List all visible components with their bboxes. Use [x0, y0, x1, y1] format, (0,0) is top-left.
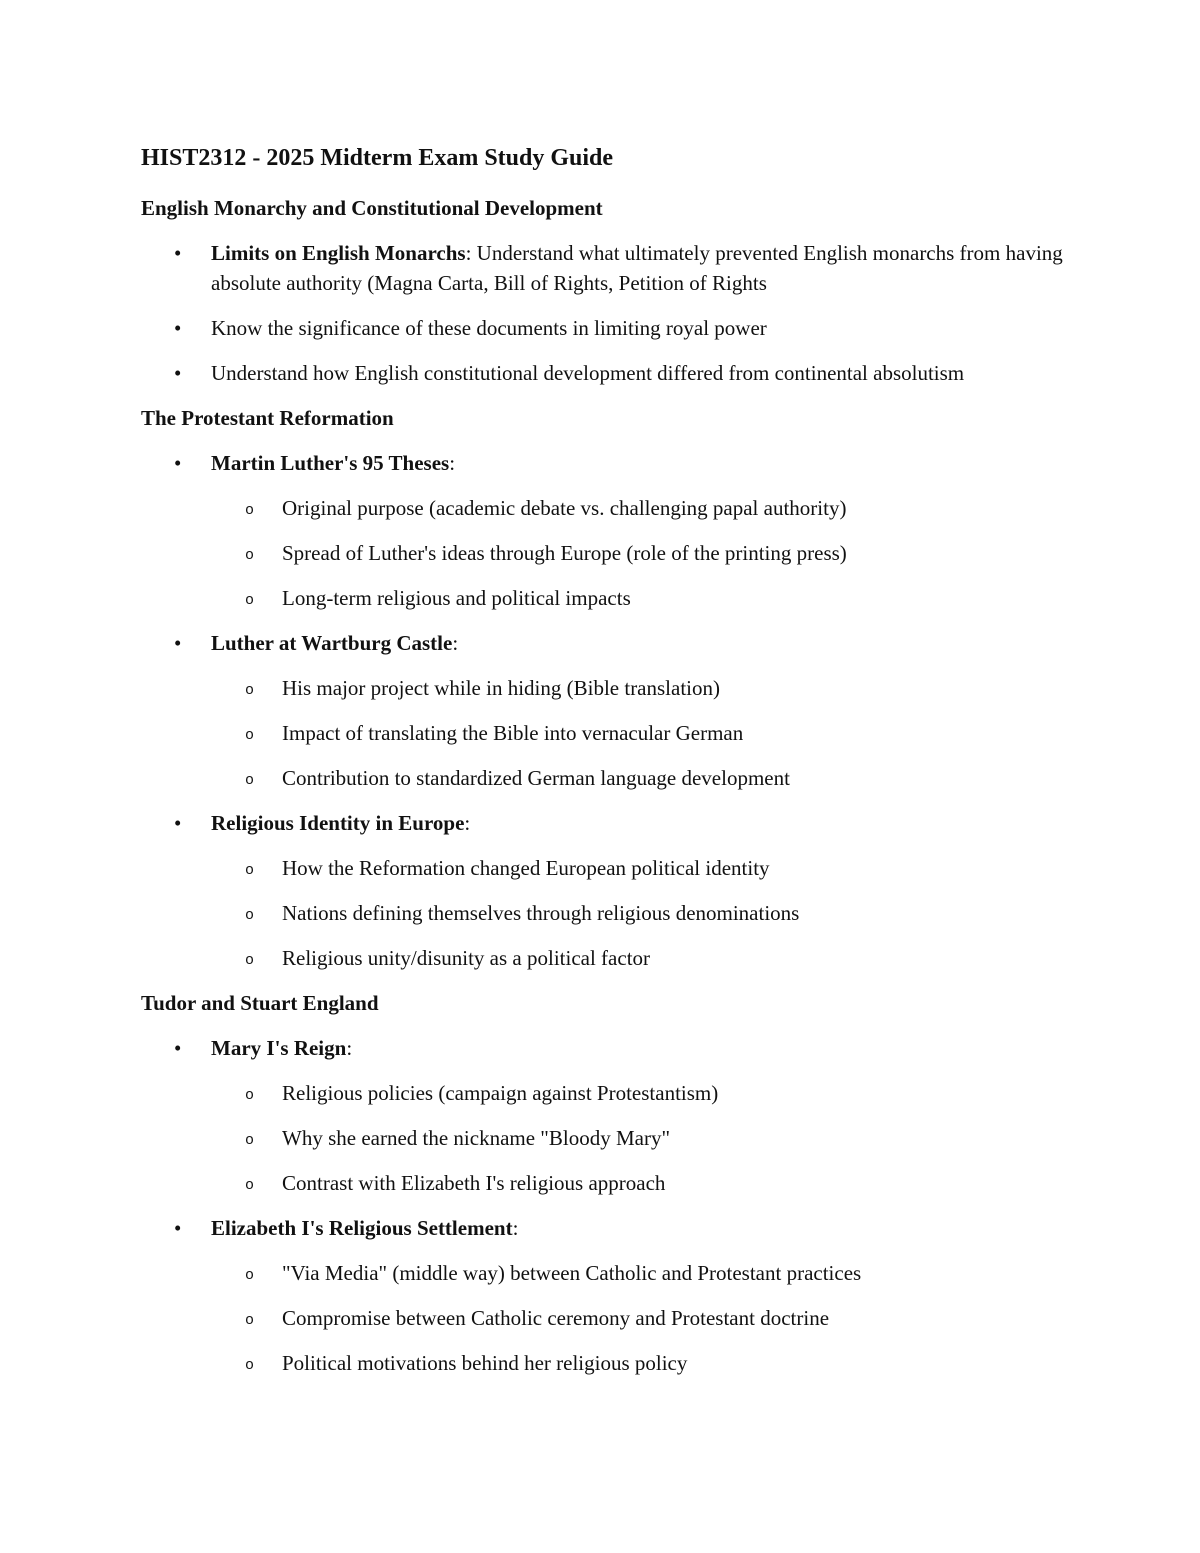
sub-list-item-text: Original purpose (academic debate vs. challenging papal authority)	[282, 496, 847, 520]
list-item-topic: Elizabeth I's Religious Settlement	[211, 1216, 513, 1240]
sub-list-item	[211, 1348, 1081, 1393]
sub-bullet-list	[211, 853, 1081, 988]
sub-bullet-list	[211, 1078, 1081, 1213]
bullet-icon: •	[174, 241, 182, 265]
list-item-topic: Luther at Wartburg Castle	[211, 631, 453, 655]
list-item-topic: Limits on English Monarchs	[211, 241, 466, 265]
list-item-topic: Religious Identity in Europe	[211, 811, 465, 835]
list-item	[141, 448, 1081, 628]
sub-list-item	[211, 898, 1081, 943]
list-item	[141, 628, 1081, 808]
sub-bullet-icon: o	[245, 907, 255, 924]
sub-list-item	[211, 538, 1081, 583]
sub-list-item-text: Spread of Luther's ideas through Europe (role of the printing press)	[282, 541, 847, 565]
bullet-icon: •	[174, 316, 182, 340]
list-item-text	[211, 448, 1081, 493]
sub-list-item-text: Nations defining themselves through religious denominations	[282, 901, 800, 925]
sub-list-item	[211, 1303, 1081, 1348]
sub-bullet-list	[211, 673, 1081, 808]
sub-bullet-icon: o	[245, 862, 255, 879]
list-item-description: :	[464, 811, 471, 835]
sub-list-item-text: Long-term religious and political impacts	[282, 586, 631, 610]
sub-bullet-list	[211, 1258, 1081, 1393]
list-item	[141, 808, 1081, 988]
sub-list-item-text: Political motivations behind her religious policy	[282, 1351, 688, 1375]
sub-list-item-text: Why she earned the nickname "Bloody Mary"	[282, 1126, 671, 1150]
title-spacer	[141, 175, 1081, 193]
list-item	[141, 238, 1081, 313]
list-item-text	[211, 358, 1081, 403]
bullet-icon: •	[174, 451, 182, 475]
document-page	[141, 141, 1081, 1393]
sub-list-item	[211, 763, 1081, 808]
sub-bullet-icon: o	[245, 952, 255, 969]
list-item-description: :	[449, 451, 456, 475]
sub-list-item	[211, 493, 1081, 538]
list-item-text	[211, 1033, 1081, 1078]
list-item	[141, 313, 1081, 358]
list-item-topic: Martin Luther's 95 Theses	[211, 451, 450, 475]
list-item-description: :	[452, 631, 459, 655]
list-item-text	[211, 1213, 1081, 1258]
sub-list-item	[211, 943, 1081, 988]
bullet-icon: •	[174, 1036, 182, 1060]
sub-bullet-list	[211, 493, 1081, 628]
list-item	[141, 1033, 1081, 1213]
sub-list-item-text: Religious unity/disunity as a political factor	[282, 946, 651, 970]
sub-list-item-text: How the Reformation changed European political identity	[282, 856, 770, 880]
list-item	[141, 1213, 1081, 1393]
sub-list-item-text: Impact of translating the Bible into vernacular German	[282, 721, 744, 745]
sub-bullet-icon: o	[245, 1357, 255, 1374]
section-heading: Tudor and Stuart England	[141, 991, 379, 1015]
sub-bullet-icon: o	[245, 1177, 255, 1194]
list-item-description: :	[346, 1036, 353, 1060]
sub-bullet-icon: o	[245, 1312, 255, 1329]
section-heading: English Monarchy and Constitutional Development	[141, 196, 603, 220]
sub-list-item-text: His major project while in hiding (Bible translation)	[282, 676, 720, 700]
sub-list-item	[211, 583, 1081, 628]
sub-list-item	[211, 718, 1081, 763]
list-item-description: :	[512, 1216, 519, 1240]
list-item-description: : Understand what ultimately prevented English monarchs from having absolute authority (Magna Carta, Bill of Rights, Petition of Rights	[211, 241, 1063, 295]
list-item	[141, 358, 1081, 403]
sub-list-item	[211, 1078, 1081, 1123]
list-item-text	[211, 808, 1081, 853]
document-title: HIST2312 - 2025 Midterm Exam Study Guide	[141, 145, 614, 171]
sub-list-item-text: Religious policies (campaign against Protestantism)	[282, 1081, 719, 1105]
list-item-text	[211, 628, 1081, 673]
sub-list-item-text: Compromise between Catholic ceremony and Protestant doctrine	[282, 1306, 830, 1330]
sub-bullet-icon: o	[245, 547, 255, 564]
bullet-list	[141, 448, 1081, 988]
section-heading: The Protestant Reformation	[141, 406, 394, 430]
sub-bullet-icon: o	[245, 592, 255, 609]
list-item-text	[211, 313, 1081, 358]
bullet-list	[141, 238, 1081, 403]
sub-list-item	[211, 673, 1081, 718]
sub-list-item	[211, 1168, 1081, 1213]
sub-bullet-icon: o	[245, 502, 255, 519]
bullet-icon: •	[174, 631, 182, 655]
sub-bullet-icon: o	[245, 1132, 255, 1149]
list-item-text	[211, 238, 1081, 313]
sub-list-item-text: "Via Media" (middle way) between Catholic and Protestant practices	[282, 1261, 862, 1285]
list-item-description: Understand how English constitutional development differed from continental absolutism	[211, 361, 965, 385]
sections-container	[141, 193, 1081, 1393]
list-item-description: Know the significance of these documents in limiting royal power	[211, 316, 767, 340]
sub-list-item-text: Contribution to standardized German language development	[282, 766, 790, 790]
sub-list-item	[211, 1258, 1081, 1303]
sub-list-item	[211, 1123, 1081, 1168]
sub-list-item-text: Contrast with Elizabeth I's religious approach	[282, 1171, 666, 1195]
sub-bullet-icon: o	[245, 1267, 255, 1284]
sub-bullet-icon: o	[245, 772, 255, 789]
bullet-list	[141, 1033, 1081, 1393]
list-item-topic: Mary I's Reign	[211, 1036, 347, 1060]
sub-list-item	[211, 853, 1081, 898]
sub-bullet-icon: o	[245, 682, 255, 699]
bullet-icon: •	[174, 361, 182, 385]
bullet-icon: •	[174, 1216, 182, 1240]
bullet-icon: •	[174, 811, 182, 835]
sub-bullet-icon: o	[245, 727, 255, 744]
sub-bullet-icon: o	[245, 1087, 255, 1104]
